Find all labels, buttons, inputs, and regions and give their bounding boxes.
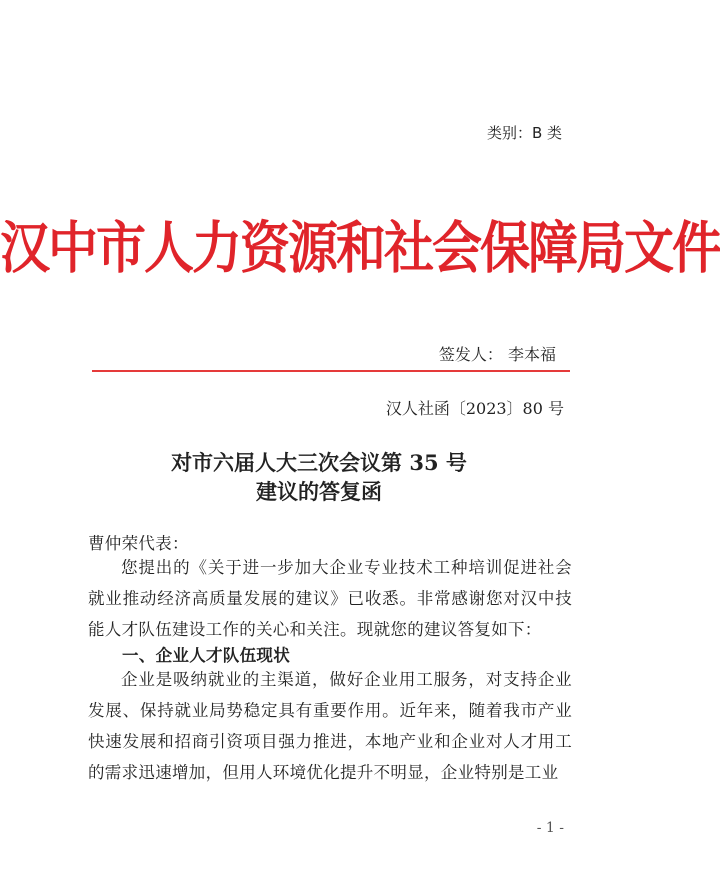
document-title-line-2: 建议的答复函 [256, 479, 382, 504]
document-number: 汉人社函〔2023〕80 号 [385, 399, 564, 418]
organization-title: 汉中市人力资源和社会保障局文件 [0, 216, 720, 281]
section-heading-1: 一、企业人才队伍现状 [122, 646, 290, 665]
page-number: - 1 - [536, 820, 564, 836]
body-paragraph-2: 企业是吸纳就业的主渠道，做好企业用工服务，对支持企业发展、保持就业局势稳定具有重要作用。近年来，随着我市产业快速发展和招商引资项目强力推进，本地产业和企业对人才用工的需求迅速增加，但用人环境优化提升不明显，企业特别是工业 [88, 670, 572, 782]
body-paragraph-1: 您提出的《关于进一步加大企业专业技术工种培训促进社会就业推动经济高质量发展的建议》已收悉。非常感谢您对汉中技能人才队伍建设工作的关心和关注。现就您的建议答复如下： [88, 558, 572, 639]
document-title-line-1: 对市六届人大三次会议第 35 号 [171, 450, 467, 475]
salutation: 曹仲荣代表： [88, 534, 189, 553]
red-divider-line [92, 370, 570, 372]
category-label: 类别：B 类 [486, 124, 562, 142]
signer-label: 签发人： 李本福 [438, 345, 556, 364]
